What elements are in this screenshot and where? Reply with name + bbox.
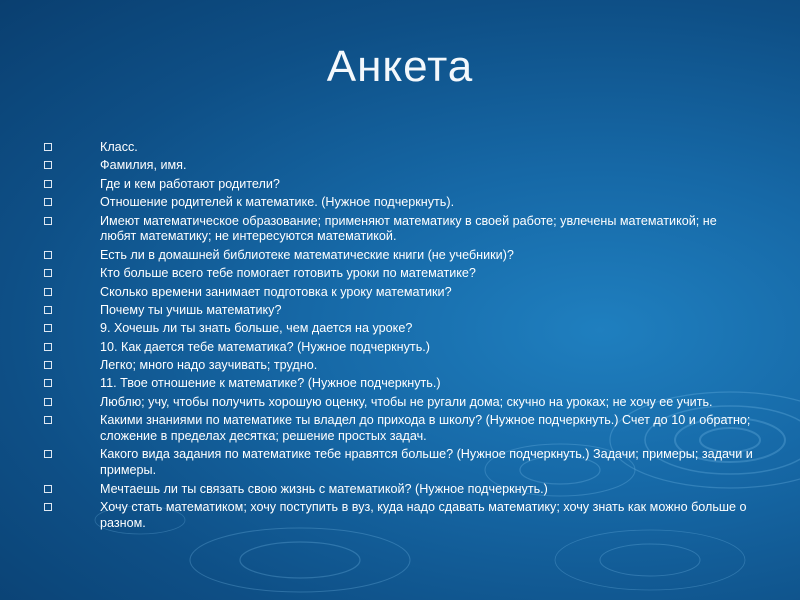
slide-title: Анкета (326, 42, 474, 91)
list-item-text: Где и кем работают родители? (100, 176, 280, 191)
list-item (44, 358, 754, 374)
list-item-text: Имеют математическое образование; применяют математику в своей работе; увлечены математикой; не любят математику; не интересуются математикой. (100, 213, 717, 244)
list-item (44, 321, 754, 337)
list-item (44, 158, 754, 174)
square-bullet-icon (44, 416, 52, 424)
list-item-text: 9. Хочешь ли ты знать больше, чем дается на уроке? (100, 321, 413, 336)
list-item-text: 11. Твое отношение к математике? (Нужное подчеркнуть.) (100, 376, 441, 391)
square-bullet-icon (44, 288, 52, 296)
list-item-text: Какого вида задания по математике тебе нравятся больше? (Нужное подчеркнуть.) Задачи; примеры; задачи и примеры. (100, 447, 753, 478)
list-item (44, 340, 754, 356)
list-item (44, 482, 754, 498)
list-item (44, 500, 754, 532)
list-item (44, 266, 754, 282)
list-item (44, 376, 754, 392)
list-item-text: Класс. (100, 140, 138, 154)
list-item (44, 395, 754, 411)
list-item (44, 447, 754, 479)
square-bullet-icon (44, 379, 52, 387)
square-bullet-icon (44, 343, 52, 351)
list-item (44, 413, 754, 445)
square-bullet-icon (44, 324, 52, 332)
list-item (44, 285, 754, 301)
square-bullet-icon (44, 503, 52, 511)
list-item-text: Сколько времени занимает подготовка к уроку математики? (100, 284, 452, 299)
questionnaire-list (44, 140, 754, 534)
square-bullet-icon (44, 306, 52, 314)
square-bullet-icon (44, 198, 52, 206)
square-bullet-icon (44, 143, 52, 151)
list-item-text: Какими знаниями по математике ты владел до прихода в школу? (Нужное подчеркнуть.) Счет до 10 и обратно; сложение в пределах десятка; решение простых задач. (100, 413, 751, 444)
list-item (44, 195, 754, 211)
square-bullet-icon (44, 485, 52, 493)
list-item (44, 177, 754, 193)
square-bullet-icon (44, 269, 52, 277)
list-item-text: Есть ли в домашней библиотеке математические книги (не учебники)? (100, 247, 514, 262)
list-item-text: Фамилия, имя. (100, 158, 187, 173)
list-item (44, 303, 754, 319)
square-bullet-icon (44, 180, 52, 188)
square-bullet-icon (44, 161, 52, 169)
list-item-text: Мечтаешь ли ты связать свою жизнь с математикой? (Нужное подчеркнуть.) (100, 481, 548, 496)
square-bullet-icon (44, 361, 52, 369)
list-item-text: Легко; много надо заучивать; трудно. (100, 358, 318, 373)
square-bullet-icon (44, 217, 52, 225)
list-item (44, 248, 754, 264)
square-bullet-icon (44, 398, 52, 406)
square-bullet-icon (44, 251, 52, 259)
list-item-text: Хочу стать математиком; хочу поступить в вуз, куда надо сдавать математику; хочу знать как можно больше о разном. (100, 500, 747, 530)
list-item (44, 140, 754, 156)
list-item-text: Кто больше всего тебе помогает готовить уроки по математике? (100, 266, 476, 281)
list-item-text: Почему ты учишь математику? (100, 302, 282, 317)
list-item-text: Отношение родителей к математике. (Нужное подчеркнуть). (100, 195, 455, 210)
square-bullet-icon (44, 450, 52, 458)
list-item-text: 10. Как дается тебе математика? (Нужное подчеркнуть.) (100, 339, 430, 354)
list-item-text: Люблю; учу, чтобы получить хорошую оценку, чтобы не ругали дома; скучно на уроках; не хочу ее учить. (100, 394, 713, 409)
list-item (44, 214, 754, 246)
